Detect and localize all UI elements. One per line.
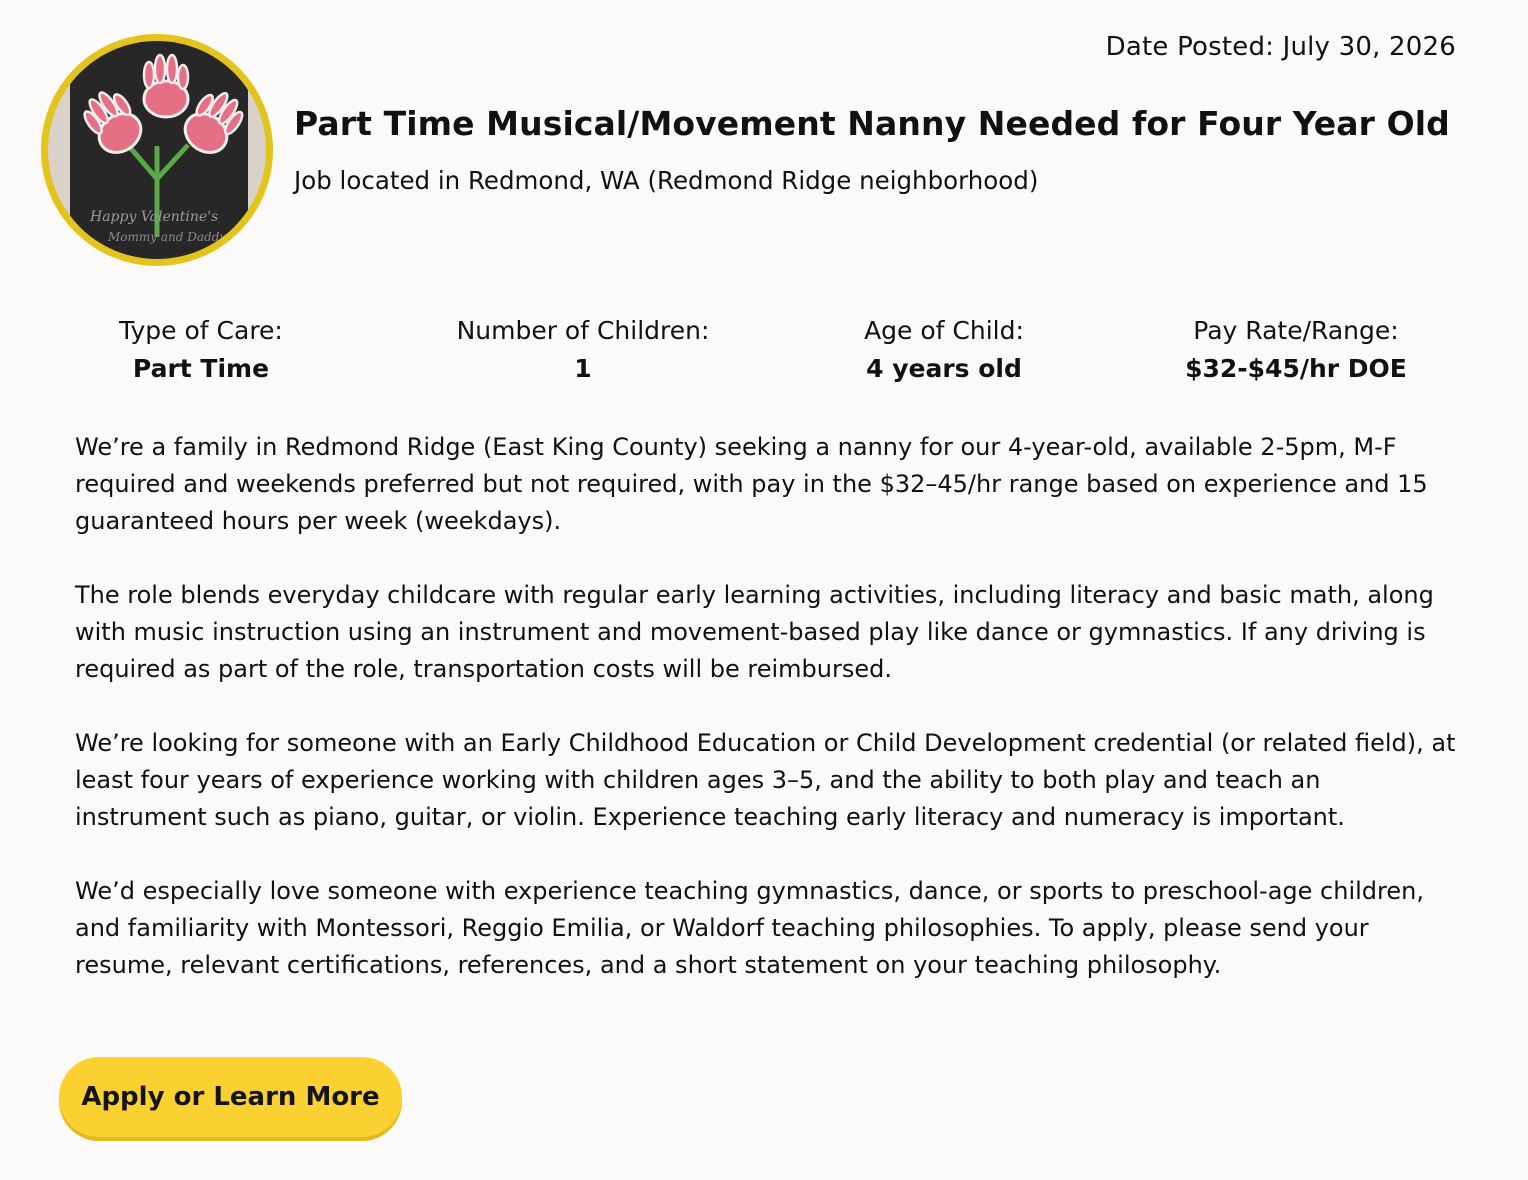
stat-type-of-care: [21, 312, 381, 388]
stat-pay-rate: [1116, 312, 1476, 388]
job-location: Job located in Redmond, WA (Redmond Ridge neighborhood): [294, 166, 1039, 195]
handprint-flower-artwork-image: [48, 41, 266, 259]
description-paragraph: The role blends everyday childcare with regular early learning activities, including literacy and basic math, along with music instruction using an instrument and movement-based play like dance or gymnastics. If any driving is required as part of the role, transportation costs will be reimbursed.: [75, 581, 1434, 683]
stat-value: $32-$45/hr DOE: [1185, 354, 1407, 383]
job-title: Part Time Musical/Movement Nanny Needed for Four Year Old: [294, 104, 1450, 143]
date-posted: Date Posted: July 30, 2026: [1105, 32, 1456, 62]
description-paragraph: We’re looking for someone with an Early Childhood Education or Child Development credential (or related field), at least four years of experience working with children ages 3–5, and the ability to both play and teach an instrument such as piano, guitar, or violin. Experience teaching early literacy and numeracy is important.: [75, 729, 1456, 831]
stat-value: 1: [574, 354, 592, 383]
stat-label: Number of Children:: [456, 316, 710, 345]
job-avatar: [41, 34, 273, 266]
stat-label: Pay Rate/Range:: [1193, 316, 1399, 345]
stat-label: Age of Child:: [864, 316, 1024, 345]
stat-number-of-children: [403, 312, 763, 388]
stat-age-of-child: [764, 312, 1124, 388]
svg-text:Happy Valentine's: Happy Valentine's: [90, 209, 219, 225]
stat-value: Part Time: [132, 354, 270, 383]
apply-button[interactable]: Apply or Learn More: [59, 1057, 402, 1137]
stat-value: 4 years old: [866, 354, 1022, 383]
job-stats: [0, 312, 1528, 392]
svg-text:Mommy and Daddy: Mommy and Daddy: [108, 230, 227, 244]
description-paragraph: We’re a family in Redmond Ridge (East King County) seeking a nanny for our 4-year-old, available 2-5pm, M-F required and weekends preferred but not required, with pay in the $32–45/hr range based on experience and 15 guaranteed hours per week (weekdays).: [75, 433, 1428, 535]
description-paragraph: We’d especially love someone with experience teaching gymnastics, dance, or sports to preschool-age children, and familiarity with Montessori, Reggio Emilia, or Waldorf teaching philosophies. To apply, please send your resume, relevant certifications, references, and a short statement on your teaching philosophy.: [75, 877, 1424, 979]
stat-label: Type of Care:: [119, 316, 283, 345]
job-description: [75, 429, 1459, 1021]
